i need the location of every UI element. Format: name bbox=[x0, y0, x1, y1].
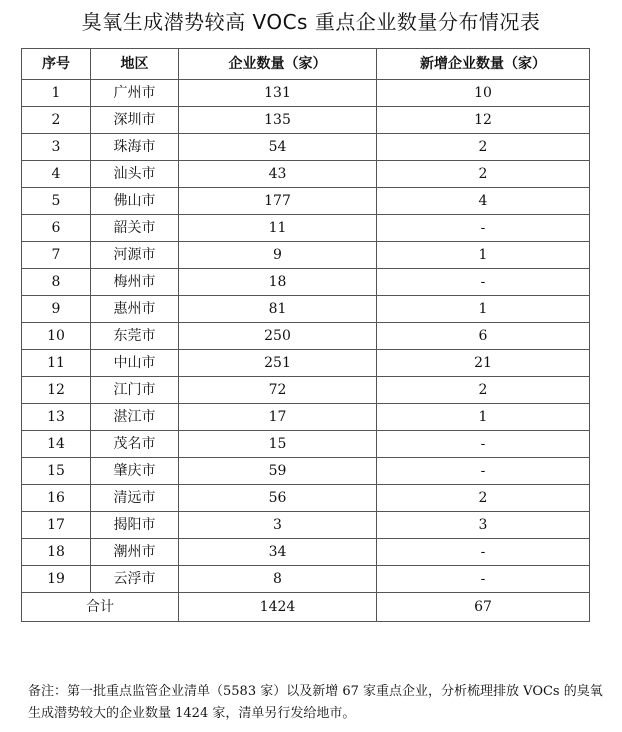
table-row bbox=[22, 566, 590, 593]
row-count: 15 bbox=[179, 431, 377, 458]
row-new-count: - bbox=[377, 458, 590, 485]
row-index: 15 bbox=[22, 458, 91, 485]
row-index: 13 bbox=[22, 404, 91, 431]
page-title: 臭氧生成潜势较高 VOCs 重点企业数量分布情况表 bbox=[81, 10, 541, 34]
total-count: 1424 bbox=[179, 593, 377, 622]
row-index: 9 bbox=[22, 296, 91, 323]
row-new-count: - bbox=[377, 566, 590, 593]
row-count: 177 bbox=[179, 188, 377, 215]
table-row bbox=[22, 350, 590, 377]
row-region: 云浮市 bbox=[91, 566, 179, 593]
header-new-count: 新增企业数量（家） bbox=[377, 49, 590, 80]
row-region: 深圳市 bbox=[91, 107, 179, 134]
table-row bbox=[22, 242, 590, 269]
row-count: 18 bbox=[179, 269, 377, 296]
row-new-count: 12 bbox=[377, 107, 590, 134]
row-region: 湛江市 bbox=[91, 404, 179, 431]
row-count: 11 bbox=[179, 215, 377, 242]
row-index: 19 bbox=[22, 566, 91, 593]
row-count: 43 bbox=[179, 161, 377, 188]
table-row bbox=[22, 539, 590, 566]
total-new-count: 67 bbox=[377, 593, 590, 622]
table-row bbox=[22, 296, 590, 323]
row-region: 汕头市 bbox=[91, 161, 179, 188]
row-index: 18 bbox=[22, 539, 91, 566]
row-new-count: 2 bbox=[377, 161, 590, 188]
row-region: 肇庆市 bbox=[91, 458, 179, 485]
row-region: 清远市 bbox=[91, 485, 179, 512]
row-region: 揭阳市 bbox=[91, 512, 179, 539]
row-count: 81 bbox=[179, 296, 377, 323]
table-row bbox=[22, 458, 590, 485]
row-count: 54 bbox=[179, 134, 377, 161]
row-region: 珠海市 bbox=[91, 134, 179, 161]
row-region: 江门市 bbox=[91, 377, 179, 404]
row-region: 广州市 bbox=[91, 80, 179, 107]
row-new-count: 1 bbox=[377, 404, 590, 431]
row-new-count: 1 bbox=[377, 242, 590, 269]
row-index: 2 bbox=[22, 107, 91, 134]
row-new-count: 1 bbox=[377, 296, 590, 323]
total-row bbox=[22, 593, 590, 622]
row-count: 72 bbox=[179, 377, 377, 404]
table-row bbox=[22, 431, 590, 458]
row-new-count: - bbox=[377, 539, 590, 566]
row-index: 4 bbox=[22, 161, 91, 188]
table-row bbox=[22, 485, 590, 512]
row-index: 17 bbox=[22, 512, 91, 539]
row-count: 9 bbox=[179, 242, 377, 269]
table-row bbox=[22, 269, 590, 296]
row-region: 惠州市 bbox=[91, 296, 179, 323]
row-count: 251 bbox=[179, 350, 377, 377]
row-count: 17 bbox=[179, 404, 377, 431]
table-row bbox=[22, 512, 590, 539]
row-count: 131 bbox=[179, 80, 377, 107]
table-row bbox=[22, 107, 590, 134]
row-region: 茂名市 bbox=[91, 431, 179, 458]
row-new-count: 2 bbox=[377, 485, 590, 512]
row-index: 16 bbox=[22, 485, 91, 512]
row-new-count: - bbox=[377, 431, 590, 458]
row-region: 河源市 bbox=[91, 242, 179, 269]
header-index: 序号 bbox=[22, 49, 91, 80]
table-row bbox=[22, 323, 590, 350]
row-new-count: 2 bbox=[377, 134, 590, 161]
row-count: 56 bbox=[179, 485, 377, 512]
row-count: 135 bbox=[179, 107, 377, 134]
row-index: 10 bbox=[22, 323, 91, 350]
row-new-count: 21 bbox=[377, 350, 590, 377]
table-row bbox=[22, 404, 590, 431]
row-index: 3 bbox=[22, 134, 91, 161]
row-index: 11 bbox=[22, 350, 91, 377]
table-header-row bbox=[22, 49, 590, 80]
header-count: 企业数量（家） bbox=[179, 49, 377, 80]
row-new-count: - bbox=[377, 215, 590, 242]
row-new-count: 4 bbox=[377, 188, 590, 215]
table-row bbox=[22, 161, 590, 188]
row-region: 中山市 bbox=[91, 350, 179, 377]
row-count: 8 bbox=[179, 566, 377, 593]
enterprise-distribution-table bbox=[21, 48, 590, 622]
row-region: 韶关市 bbox=[91, 215, 179, 242]
row-index: 12 bbox=[22, 377, 91, 404]
row-new-count: 2 bbox=[377, 377, 590, 404]
row-count: 59 bbox=[179, 458, 377, 485]
total-label: 合计 bbox=[22, 593, 179, 622]
row-new-count: 6 bbox=[377, 323, 590, 350]
row-region: 佛山市 bbox=[91, 188, 179, 215]
table-row bbox=[22, 188, 590, 215]
row-new-count: 3 bbox=[377, 512, 590, 539]
row-region: 潮州市 bbox=[91, 539, 179, 566]
table-row bbox=[22, 134, 590, 161]
row-count: 250 bbox=[179, 323, 377, 350]
footnote: 备注：第一批重点监管企业清单（5583 家）以及新增 67 家重点企业，分析梳理排放 VOCs 的臭氧生成潜势较大的企业数量 1424 家，清单另行发给地市。 bbox=[28, 684, 603, 721]
table-row bbox=[22, 215, 590, 242]
row-new-count: - bbox=[377, 269, 590, 296]
row-index: 6 bbox=[22, 215, 91, 242]
row-region: 东莞市 bbox=[91, 323, 179, 350]
row-new-count: 10 bbox=[377, 80, 590, 107]
row-region: 梅州市 bbox=[91, 269, 179, 296]
row-index: 1 bbox=[22, 80, 91, 107]
row-index: 7 bbox=[22, 242, 91, 269]
row-index: 5 bbox=[22, 188, 91, 215]
row-count: 3 bbox=[179, 512, 377, 539]
table-row bbox=[22, 80, 590, 107]
table-row bbox=[22, 377, 590, 404]
row-count: 34 bbox=[179, 539, 377, 566]
header-region: 地区 bbox=[91, 49, 179, 80]
row-index: 8 bbox=[22, 269, 91, 296]
row-index: 14 bbox=[22, 431, 91, 458]
